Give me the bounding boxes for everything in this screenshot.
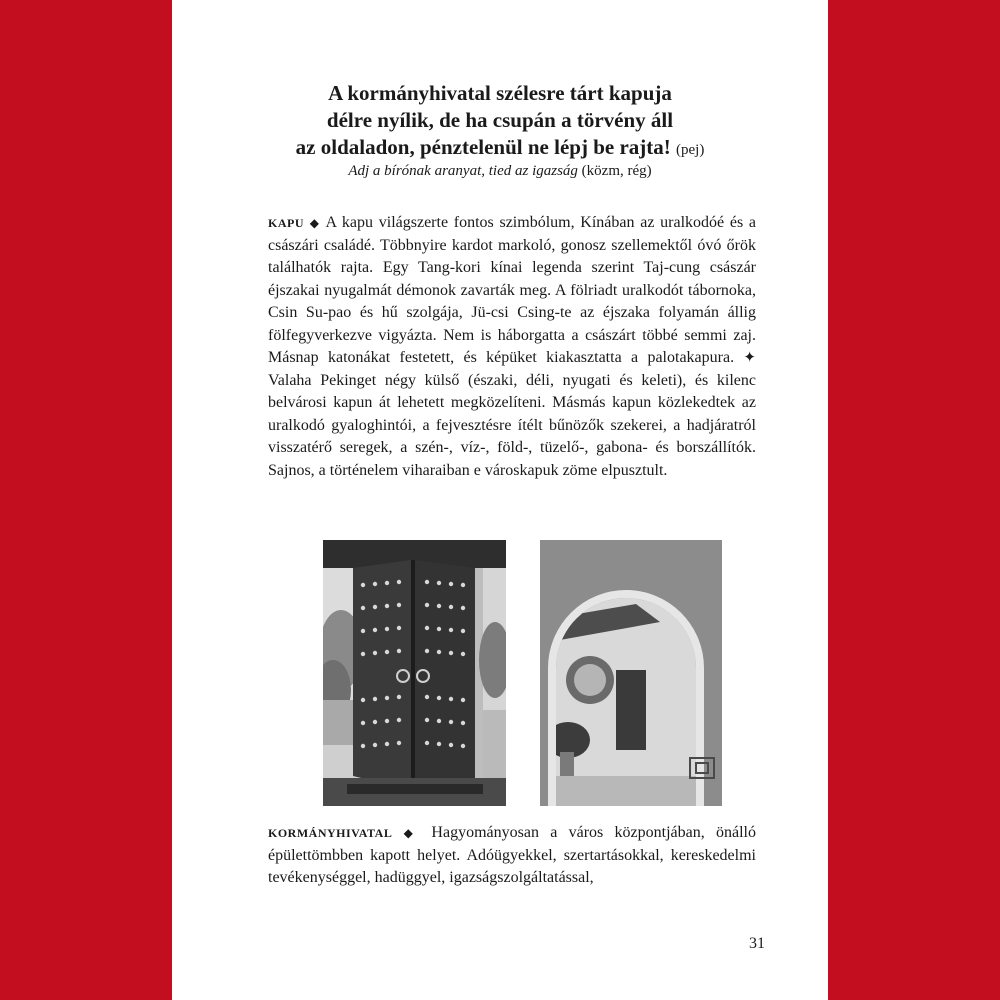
entry-kapu <box>268 212 756 482</box>
proverb-line-2: délre nyílik, de ha csupán a törvény áll <box>326 108 674 132</box>
entry-text: A kapu világszerte fontos szimbólum, Kínában az uralkodóé és a császári családé. Többnyire kardot markoló, gonosz szellemektől óvó őrök találhatók rajta. Egy Tang-kori kínai legenda szerint Taj-cung császár éjszakai nyugalmát démonok zavarták meg. A fölriadt uralkodót tábornoka, Csin Su-pao és hű szolgája, Jü-csi Csing-te az éjszaka folyamán állig fölfegyverkezve vigyázta. Nem is háborgatta a császárt többé semmi zaj. Másnap katonákat festetett, és képüket kiakasztatta a palotakapura. <box>268 214 757 366</box>
proverb-line-1: A kormányhivatal szélesre tárt kapuja <box>328 81 672 105</box>
entry-kormanyhivatal <box>268 822 756 890</box>
entry-headword: KAPU <box>268 216 304 230</box>
page-number: 31 <box>749 935 765 952</box>
photo-moon-gate <box>540 540 722 806</box>
star-icon: ✦ <box>743 350 756 366</box>
entry-text-continued: Valaha Pekinget négy külső (északi, déli, nyugati és keleti), és kilenc belvárosi kapun át lehetett megközelíteni. Másmás kapun közlekedtek az uralkodó gyaloghintói, a fejvesztésre ítélt bűnözők szekerei, a hadjáratról visszatérő seregek, a szén-, víz-, föld-, tüzelő-, gabona- és borszállítók. Sajnos, a történelem viharaiban e városkapuk zöme elpusztult. <box>268 371 756 479</box>
book-page <box>172 0 828 1000</box>
proverb-title <box>172 80 828 164</box>
proverb-equivalent <box>172 161 828 181</box>
proverb-equivalent-text: Adj a bírónak aranyat, tied az igazság <box>348 163 578 179</box>
photo-open-palace-gate <box>323 540 506 806</box>
diamond-icon: ◆ <box>403 826 421 840</box>
proverb-line-3 <box>172 134 828 164</box>
proverb-line-3-text: az oldaladon, pénztelenül ne lépj be rajta! <box>295 135 671 159</box>
diamond-icon: ◆ <box>309 216 321 230</box>
proverb-source: (pej) <box>676 142 705 158</box>
proverb-equivalent-source: (közm, rég) <box>581 163 652 179</box>
entry-headword: KORMÁNYHIVATAL <box>268 826 393 840</box>
entry-text: Hagyományosan a város központjában, önálló épülettömbben kapott helyet. Adóügyekkel, szertartásokkal, kereskedelmi tevékenységgel, hadüggyel, igazságszolgáltatással, <box>268 824 757 886</box>
